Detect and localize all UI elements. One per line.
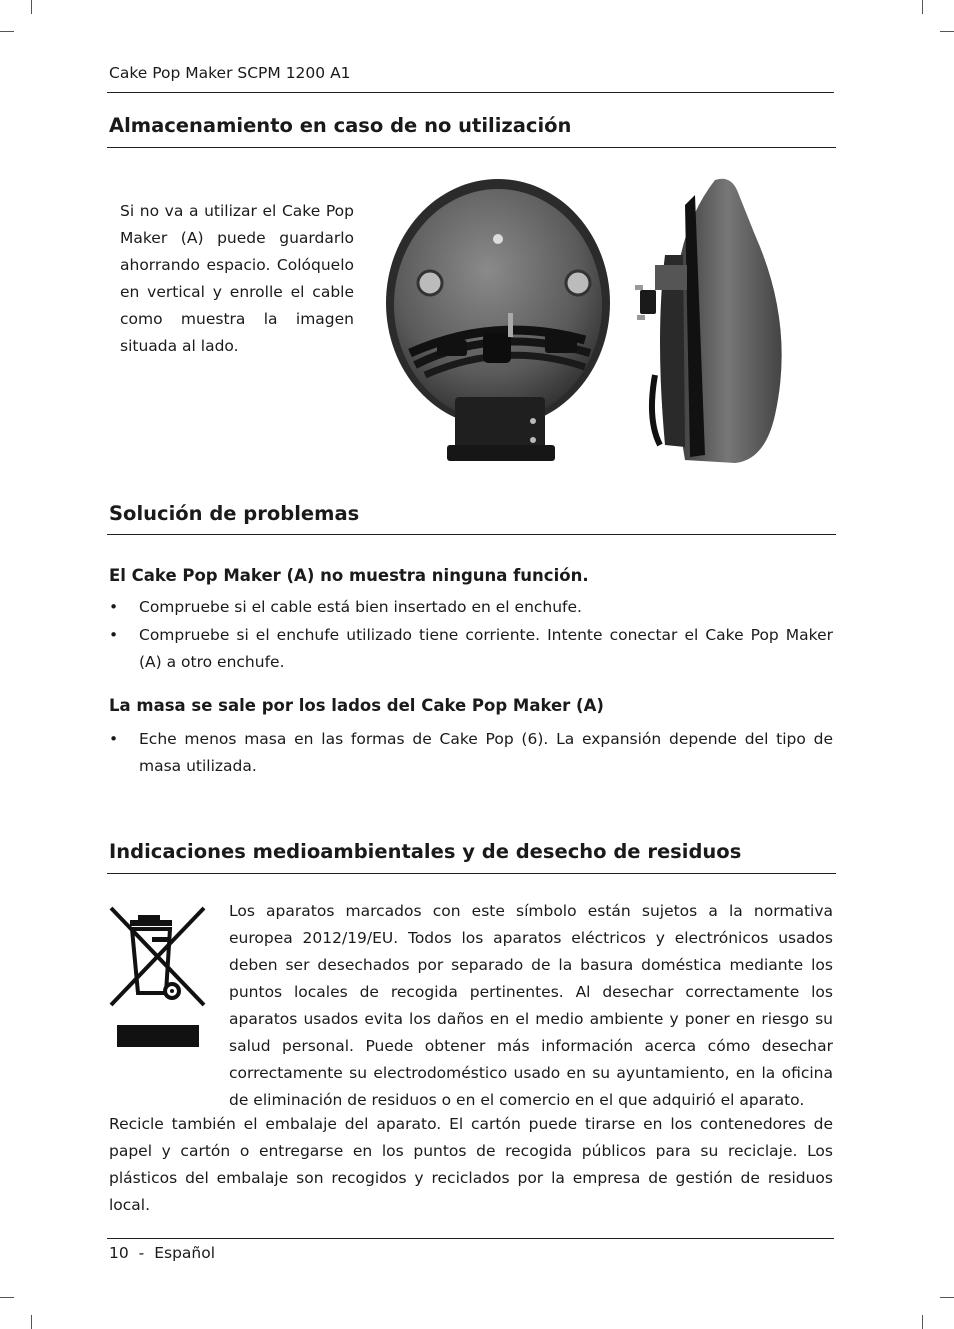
list-item: • Compruebe si el enchufe utilizado tiene corriente. Intente conectar el Cake Pop Maker (A) a otro enchufe. [109,622,833,676]
storage-photo [385,175,795,465]
troubleshooting-heading: Solución de problemas [109,502,360,525]
crop-mark [31,1315,32,1329]
footer-rule [107,1238,834,1239]
page-number: 10 [109,1244,129,1262]
list-item: • Compruebe si el cable está bien insertado en el enchufe. [109,594,833,621]
crop-mark [0,31,14,32]
crop-mark [940,31,954,32]
storage-heading: Almacenamiento en caso de no utilización [109,114,572,137]
section-rule [107,873,836,874]
crop-mark [31,0,32,14]
bullet-icon: • [109,626,119,644]
list-item: • Eche menos masa en las formas de Cake Pop (6). La expansión depende del tipo de masa utilizada. [109,726,833,780]
section-rule [107,534,836,535]
crop-mark [940,1297,954,1298]
header-rule [107,92,834,93]
crop-mark [922,0,923,14]
weee-text: Los aparatos marcados con este símbolo están sujetos a la normativa europea 2012/19/EU. Todos los aparatos eléctricos y electrónicos usados deben ser desechados por separado de la basura doméstica mediante los puntos locales de recogida pertinentes. Al desechar correctamente los aparatos usados evita los daños en el medio ambiente y poner en riesgo su salud personal. Puede obtener más información acerca cómo desechar correctamente su electrodoméstico usado en su ayuntamiento, en la oficina de eliminación de residuos o en el comercio en el que adquirió el aparato. [229,902,833,1109]
bullet-icon: • [109,730,119,748]
recycle-text: Recicle también el embalaje del aparato. El cartón puede tirarse en los contenedores de papel y cartón o entregarse en los puntos de recogida públicos para su reciclaje. Los plásticos del embalaje son recogidos y reciclados por la empresa de gestión de residuos local. [109,1115,833,1214]
storage-text: Si no va a utilizar el Cake Pop Maker (A) puede guardarlo ahorrando espacio. Colóquelo en vertical y enrolle el cable como muestra la imagen situada al lado. [120,202,354,355]
section-rule [107,147,836,148]
footer-language: Español [154,1244,216,1262]
bullet-icon: • [109,598,119,616]
environment-heading: Indicaciones medioambientales y de desecho de residuos [109,840,742,863]
crossed-out-wheelie-bin-icon [108,905,208,1050]
crop-mark [922,1315,923,1329]
page-footer [109,1244,215,1262]
problem-2-title: La masa se sale por los lados del Cake Pop Maker (A) [109,696,604,715]
footer-separator: - [138,1244,145,1262]
problem-1-title: El Cake Pop Maker (A) no muestra ninguna función. [109,566,589,585]
running-header: Cake Pop Maker SCPM 1200 A1 [109,64,351,82]
crop-mark [0,1297,14,1298]
